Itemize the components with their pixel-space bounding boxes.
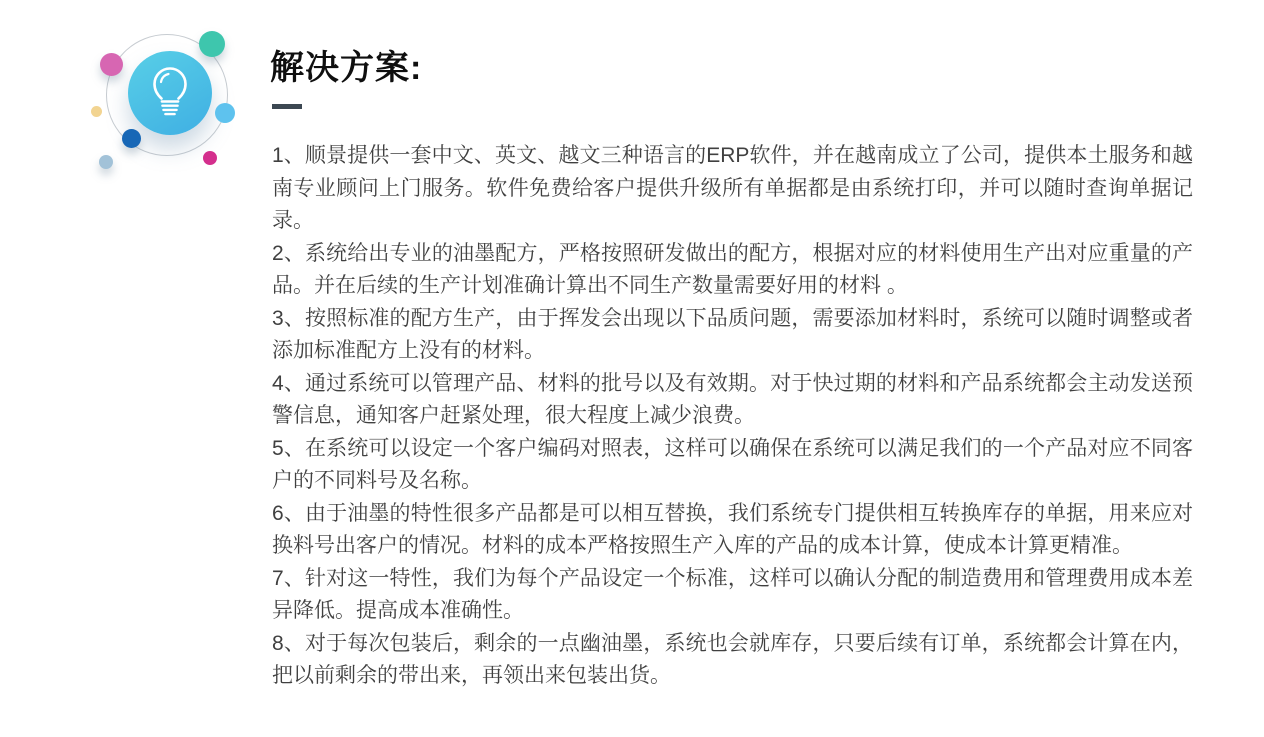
accent-dot [199, 31, 225, 57]
solution-item-8: 8、对于每次包装后，剩余的一点幽油墨，系统也会就库存，只要后续有订单，系统都会计算在内，把以前剩余的带出来，再领出来包装出货。 [272, 631, 1193, 687]
solution-item-1: 1、顺景提供一套中文、英文、越文三种语言的ERP软件，并在越南成立了公司，提供本土服务和越南专业顾问上门服务。软件免费给客户提供升级所有单据都是由系统打印，并可以随时查询单据记录。 [272, 144, 1193, 232]
lightbulb-icon [148, 63, 192, 123]
solution-item-3: 3、按照标准的配方生产，由于挥发会出现以下品质问题，需要添加材料时，系统可以随时调整或者添加标准配方上没有的材料。 [272, 306, 1193, 362]
badge-circle [128, 51, 212, 135]
title-underline [272, 104, 302, 109]
page-title: 解决方案: [270, 49, 423, 87]
accent-dot [215, 103, 235, 123]
accent-dot [100, 53, 123, 76]
solution-list [272, 140, 1193, 693]
accent-dot [122, 129, 141, 148]
accent-dot [99, 155, 113, 169]
accent-dot [91, 106, 102, 117]
solution-item-4: 4、通过系统可以管理产品、材料的批号以及有效期。对于快过期的材料和产品系统都会主动发送预警信息，通知客户赶紧处理，很大程度上减少浪费。 [272, 371, 1193, 427]
solution-item-5: 5、在系统可以设定一个客户编码对照表，这样可以确保在系统可以满足我们的一个产品对应不同客户的不同料号及名称。 [272, 436, 1193, 492]
solution-item-6: 6、由于油墨的特性很多产品都是可以相互替换，我们系统专门提供相互转换库存的单据，用来应对换料号出客户的情况。材料的成本严格按照生产入库的产品的成本计算，使成本计算更精准。 [272, 501, 1193, 557]
solution-item-2: 2、系统给出专业的油墨配方，严格按照研发做出的配方，根据对应的材料使用生产出对应重量的产品。并在后续的生产计划准确计算出不同生产数量需要好用的材料 。 [272, 241, 1193, 297]
accent-dot [203, 151, 217, 165]
lightbulb-badge [0, 0, 260, 200]
solution-item-7: 7、针对这一特性，我们为每个产品设定一个标准，这样可以确认分配的制造费用和管理费用成本差异降低。提高成本准确性。 [272, 566, 1193, 622]
